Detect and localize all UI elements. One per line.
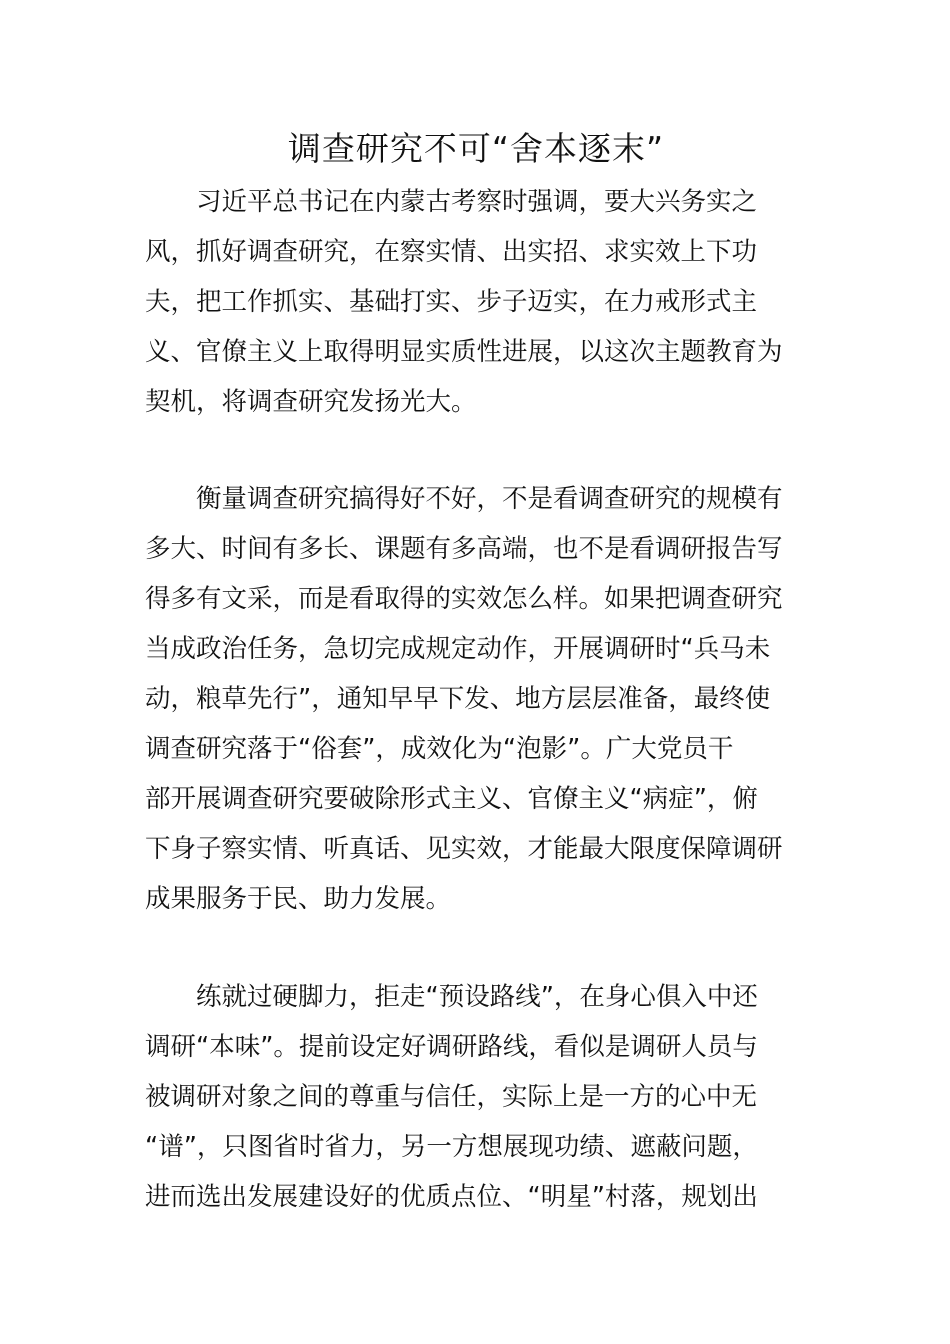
document-title: 调查研究不可“舍本逐末”	[287, 129, 665, 168]
paragraph-line: “谱”，只图省时省力，另一方想展现功绩、遮蔽问题，	[145, 1132, 758, 1162]
paragraph-line: 习近平总书记在内蒙古考察时强调，要大兴务实之	[196, 187, 758, 217]
paragraph-line: 夫，把工作抓实、基础打实、步子迈实，在力戒形式主	[145, 287, 758, 317]
paragraph-line: 调研“本味”。提前设定好调研路线，看似是调研人员与	[145, 1032, 758, 1062]
paragraph-line: 调查研究落于“俗套”，成效化为“泡影”。广大党员干	[145, 734, 734, 764]
paragraph-line: 多大、时间有多长、课题有多高端，也不是看调研报告写	[145, 534, 783, 564]
paragraph-line: 得多有文采，而是看取得的实效怎么样。如果把调查研究	[145, 584, 783, 614]
paragraph-line: 练就过硬脚力，拒走“预设路线”，在身心俱入中还	[196, 982, 758, 1012]
paragraph-line: 下身子察实情、听真话、见实效，才能最大限度保障调研	[145, 834, 783, 864]
paragraph-line: 风，抓好调查研究，在察实情、出实招、求实效上下功	[145, 237, 758, 267]
paragraph-line: 被调研对象之间的尊重与信任，实际上是一方的心中无	[145, 1082, 758, 1112]
paragraph-line: 部开展调查研究要破除形式主义、官僚主义“病症”，俯	[145, 784, 758, 814]
paragraph-line: 衡量调查研究搞得好不好，不是看调查研究的规模有	[196, 484, 783, 514]
paragraph-line: 契机，将调查研究发扬光大。	[145, 387, 477, 417]
paragraph-line: 义、官僚主义上取得明显实质性进展，以这次主题教育为	[145, 337, 783, 367]
paragraph-line: 成果服务于民、助力发展。	[145, 884, 452, 914]
paragraph-line: 进而选出发展建设好的优质点位、“明星”村落，规划出	[145, 1182, 758, 1212]
paragraph-line: 当成政治任务，急切完成规定动作，开展调研时“兵马未	[145, 634, 771, 664]
paragraph-line: 动，粮草先行”，通知早早下发、地方层层准备，最终使	[145, 684, 771, 714]
